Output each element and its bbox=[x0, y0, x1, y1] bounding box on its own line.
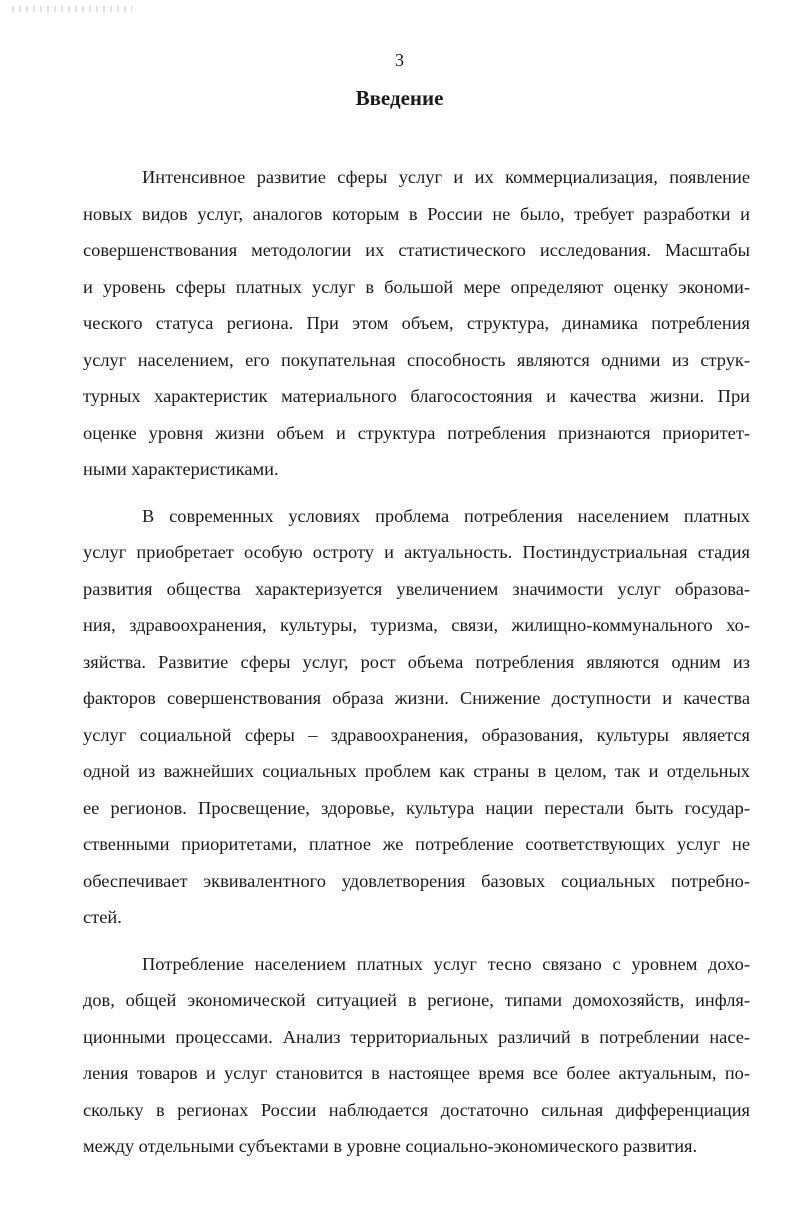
text-line: оценке уровня жизни объем и структура потребления признаются приоритет- bbox=[83, 422, 750, 443]
text-line: скольку в регионах России наблюдается достаточно сильная дифференциация bbox=[83, 1099, 750, 1120]
text-line: ния, здравоохранения, культуры, туризма, связи, жилищно-коммунального хо- bbox=[83, 615, 750, 635]
text-line: дов, общей экономической ситуацией в регионе, типами домохозяйств, инфля- bbox=[83, 990, 750, 1010]
text-line: услуг населением, его покупательная способность являются одними из струк- bbox=[83, 349, 750, 370]
text-line: и уровень сферы платных услуг в большой мере определяют оценку экономи- bbox=[83, 276, 750, 297]
text-line: между отдельными субъектами в уровне социально-экономического развития. bbox=[83, 1136, 698, 1156]
text-line: зяйства. Развитие сферы услуг, рост объема потребления являются одним из bbox=[83, 651, 750, 672]
text-line: ционными процессами. Анализ территориальных различий в потреблении насе- bbox=[83, 1026, 750, 1047]
paragraph bbox=[83, 159, 750, 488]
text-line: ческого статуса региона. При этом объем, структура, динамика потребления bbox=[83, 313, 750, 333]
document-body bbox=[83, 159, 750, 1165]
paragraph bbox=[83, 498, 750, 936]
text-line: ными характеристиками. bbox=[83, 459, 279, 479]
text-line: Потребление населением платных услуг тесно связано с уровнем дохо- bbox=[142, 953, 750, 974]
scan-artifact bbox=[12, 6, 132, 12]
text-line: развития общества характеризуется увеличением значимости услуг образова- bbox=[83, 578, 750, 599]
text-line: стей. bbox=[83, 907, 122, 927]
text-line: ее регионов. Просвещение, здоровье, культура нации перестали быть государ- bbox=[83, 797, 750, 818]
text-line: турных характеристик материального благосостояния и качества жизни. При bbox=[83, 386, 750, 406]
text-line: услуг социальной сферы – здравоохранения, образования, культуры является bbox=[83, 724, 750, 745]
text-line: ственными приоритетами, платное же потребление соответствующих услуг не bbox=[83, 834, 750, 854]
text-line: ления товаров и услуг становится в настоящее время все более актуальным, по- bbox=[83, 1063, 750, 1083]
page-title: Введение bbox=[355, 86, 444, 110]
text-line: Интенсивное развитие сферы услуг и их коммерциализация, появление bbox=[142, 167, 750, 187]
page-number: 3 bbox=[395, 50, 404, 70]
text-line: В современных условиях проблема потребления населением платных bbox=[142, 505, 750, 526]
text-line: обеспечивает эквивалентного удовлетворения базовых социальных потребно- bbox=[83, 870, 750, 891]
paragraph bbox=[83, 946, 750, 1165]
text-line: одной из важнейших социальных проблем как страны в целом, так и отдельных bbox=[83, 761, 750, 781]
text-line: новых видов услуг, аналогов которым в России не было, требует разработки и bbox=[83, 203, 750, 224]
text-line: услуг приобретает особую остроту и актуальность. Постиндустриальная стадия bbox=[83, 542, 750, 562]
text-line: совершенствования методологии их статистического исследования. Масштабы bbox=[83, 240, 750, 260]
text-line: факторов совершенствования образа жизни. Снижение доступности и качества bbox=[83, 688, 750, 708]
